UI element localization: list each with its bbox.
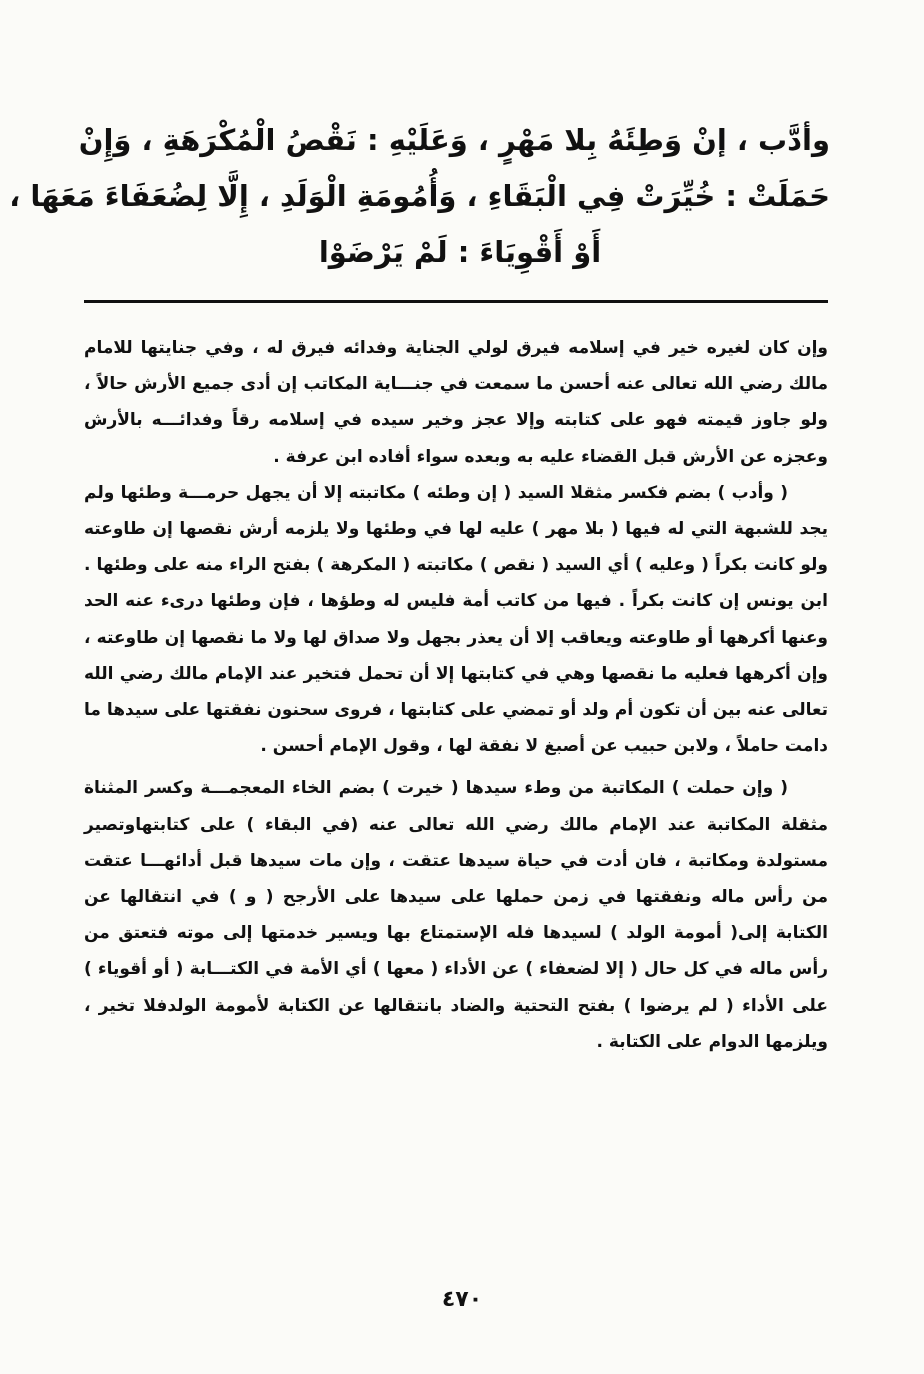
matn-line-1: وأدَّب ، إنْ وَطِئَهُ بِلا مَهْرٍ ، وَعَلَيْهِ : نَقْصُ الْمُكْرَهَةِ ، وَإِنْ (78, 123, 830, 157)
commentary-text (84, 330, 828, 1060)
commentary-paragraph-2: ( وأدب ) بضم فكسر مثقلا السيد ( إن وطئه ) مكاتبته إلا أن يجهل حرمـــة وطئها ولم يجد للشبهة التي له فيها ( بلا مهر ) عليه لها في وطئها ولا يلزمه أرش نقصها إن طاوعته ولو كانت بكراً ( وعليه ) أي السيد ( نقص ) مكاتبته ( المكرهة ) بفتح الراء منه على وطئها . ابن يونس إن كانت بكراً . فيها من كاتب أمة فليس له وطؤها ، فإن وطئها درىء عنه الحد وعنها أكرهها أو طاوعته ويعاقب إلا أن يعذر بجهل ولا صداق لها ولا ما نقصها إن طاوعته ، وإن أكرهها فعليه ما نقصها وهي في كتابتها إلا أن تحمل فتخير عند الإمام مالك رضي الله تعالى عنه بين أن تكون أم ولد أو تمضي على كتابتها ، فروى سحنون نفقتها على سيدها ما دامت حاملاً ، ولابن حبيب عن أصبغ لا نفقة لها ، وقول الإمام أحسن . (84, 482, 828, 757)
commentary-paragraph-3: ( وإن حملت ) المكاتبة من وطء سيدها ( خيرت ) بضم الخاء المعجمـــة وكسر المثناة مثقلة المكاتبة عند الإمام مالك رضي الله تعالى عنه (في البقاء ) على كتابتهاوتصير مستولدة ومكاتبة ، فان أدت في حياة سيدها عتقت ، وإن مات سيدها قبل أدائهـــا عتقت من رأس ماله ونفقتها في زمن حملها على سيدها على الأرجح ( و ) في انتقالها عن الكتابة إلى( أمومة الولد ) لسيدها فله الإستمتاع بها ويسير خدمتها إلى موته فتعتق من رأس ماله في كل حال ( إلا لضعفاء ) عن الأداء ( معها ) أي الأمة في الكتـــابة ( أو أقوياء ) على الأداء ( لم يرضوا ) بفتح التحتية والضاد بانتقالها عن الكتابة لأمومة الولدفلا تخير ، ويلزمها الدوام على الكتابة . (84, 778, 828, 1052)
commentary-paragraph-1: وإن كان لغيره خير في إسلامه فيرق لولي الجناية وفدائه فيرق له ، وفي جنايتها للامام مالك رضي الله تعالى عنه أحسن ما سمعت في جنـــاية المكاتب إن أدى جميع الأرش حالاً ، ولو جاوز قيمته فهو على كتابته وإلا عجز وخير سيده في إسلامه رقاً وفدائـــه بالأرش وعجزه عن الأرش قبل القضاء عليه به وبعده سواء أفاده ابن عرفة . (84, 338, 828, 467)
matn-line-2: حَمَلَتْ : خُيِّرَتْ فِي الْبَقَاءِ ، وَأُمُومَةِ الْوَلَدِ ، إِلَّا لِضُعَفَاءَ مَعَهَا ، (9, 179, 830, 213)
matn-verse (9, 112, 830, 280)
matn-line-3: أَوْ أَقْوِيَاءَ : لَمْ يَرْضَوْا (318, 235, 602, 269)
page-number: ٤٧٠ (441, 1287, 483, 1312)
separator-rule (84, 300, 828, 303)
